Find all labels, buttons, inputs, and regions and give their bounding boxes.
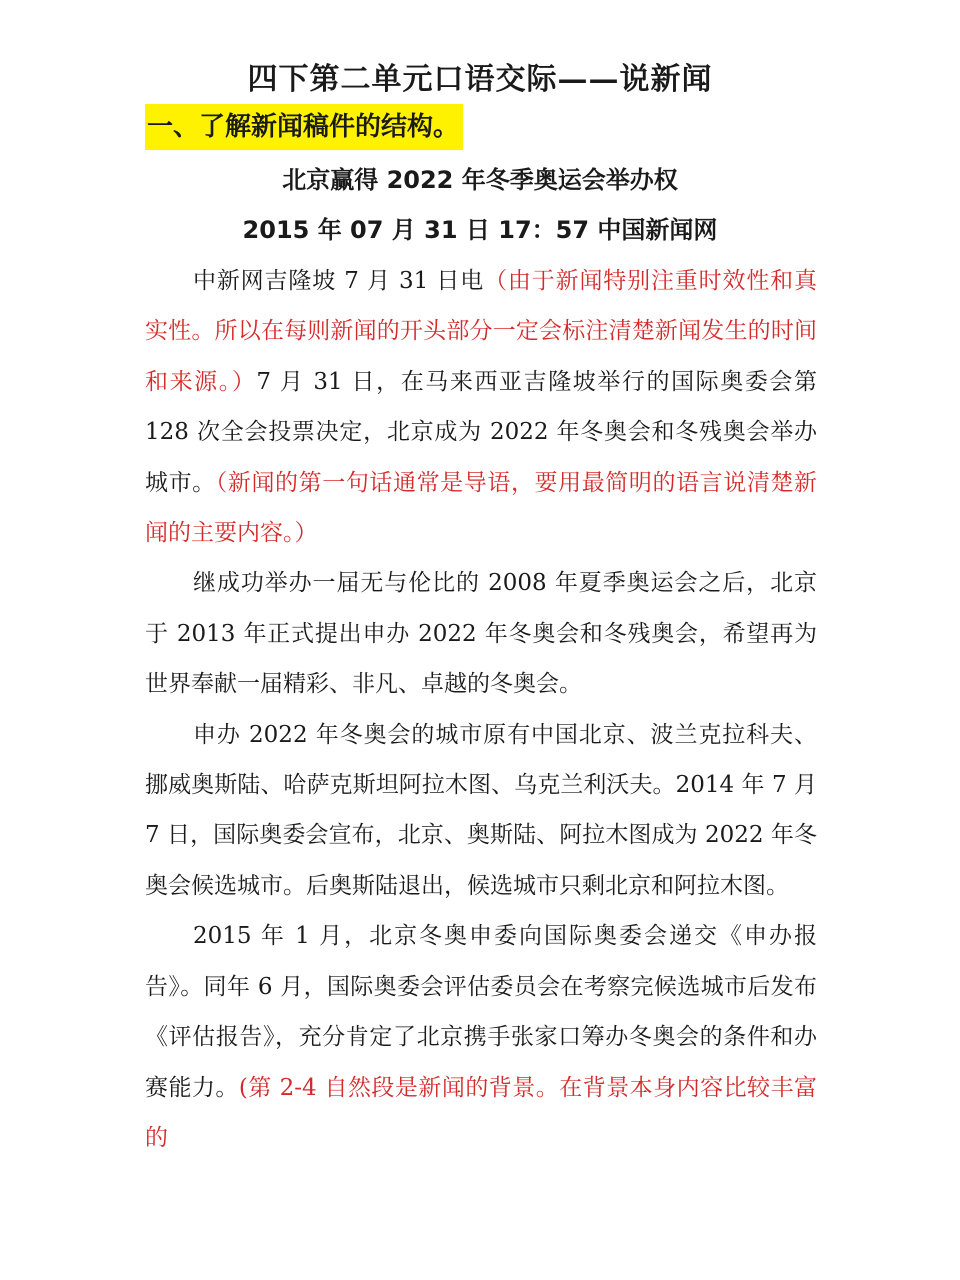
paragraph-text: 7 月 31 日，在马来西亚吉隆坡举行的国际奥委会第 128 次全会投票决定，北京成为 2022 年冬奥会和冬残奥会举办城市。 <box>145 368 817 496</box>
document-title: 四下第二单元口语交际——说新闻 <box>247 62 713 97</box>
news-body <box>145 256 817 1163</box>
paragraph-text: 中新网吉隆坡 7 月 31 日电 <box>193 268 485 294</box>
paragraph-4 <box>145 911 817 1163</box>
annotation-note: （新闻的第一句话通常是导语，要用最简明的语言说清楚新闻的主要内容。） <box>145 469 818 547</box>
paragraph-text: 申办 2022 年冬奥会的城市原有中国北京、波兰克拉科夫、挪威奥斯陆、哈萨克斯坦阿拉木图、乌克兰利沃夫。2014 年 7 月 7 日，国际奥委会宣布，北京、奥斯陆、阿拉木图成为 2022 年冬奥会候选城市。后奥斯陆退出，候选城市只剩北京和阿拉木图。 <box>145 721 817 899</box>
news-dateline: 2015 年 07 月 31 日 17：57 中国新闻网 <box>242 216 718 244</box>
annotation-note: （由于新闻特别注重时效性和真实性。所以在每则新闻的开头部分一定会标注清楚新闻发生的时间和来源。） <box>145 268 818 395</box>
paragraph-1 <box>145 256 817 558</box>
annotation-note: (第 2-4 自然段是新闻的背景。在背景本身内容比较丰富的 <box>145 1074 818 1151</box>
news-headline: 北京赢得 2022 年冬季奥运会举办权 <box>282 166 678 194</box>
paragraph-text: 继成功举办一届无与伦比的 2008 年夏季奥运会之后，北京于 2013 年正式提出申办 2022 年冬奥会和冬残奥会，希望再为世界奉献一届精彩、非凡、卓越的冬奥会。 <box>145 570 817 698</box>
paragraph-3 <box>145 710 817 912</box>
paragraph-2 <box>145 558 817 709</box>
section-heading-highlighted: 一、了解新闻稿件的结构。 <box>145 104 463 150</box>
paragraph-text: 2015 年 1 月，北京冬奥申委向国际奥委会递交《申办报告》。同年 6 月，国际奥委会评估委员会在考察完候选城市后发布《评估报告》，充分肯定了北京携手张家口筹办冬奥会的条件和办赛能力。 <box>145 923 817 1101</box>
